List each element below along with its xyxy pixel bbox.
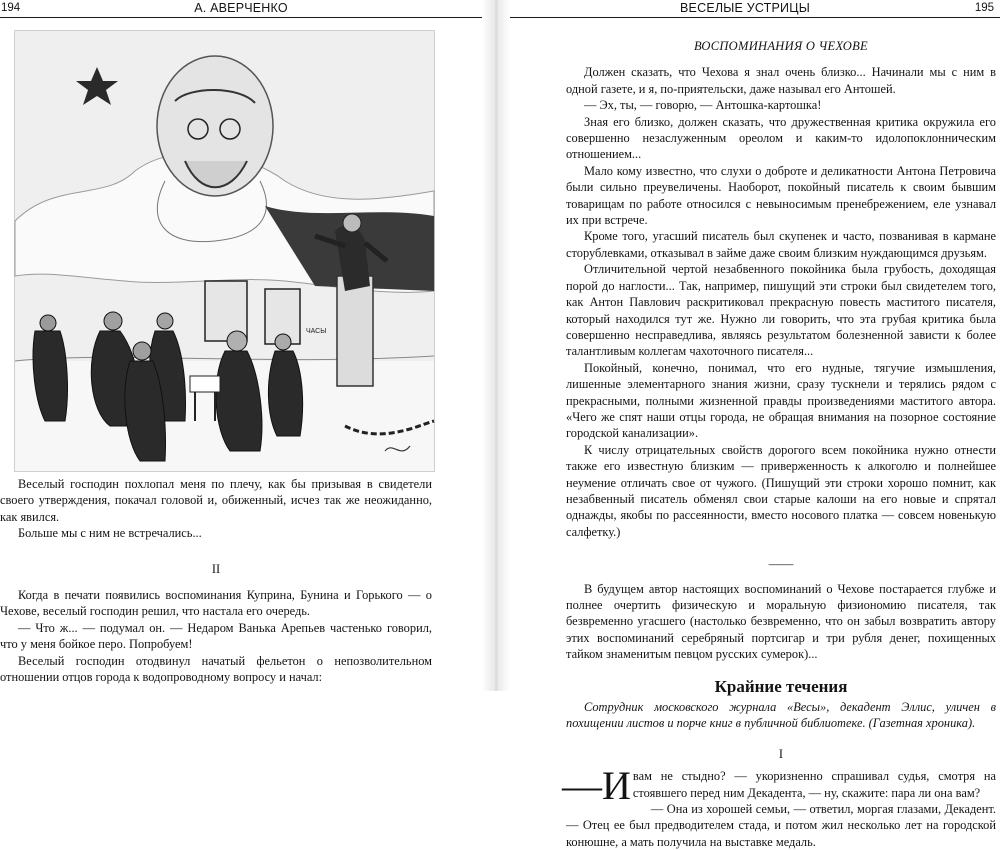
- paragraph: — Она из хорошей семьи, — ответил, моргая глазами, Декадент. — Отец ее был предводителем стада, и потом жил несколько лет на городской конюшне, а мать получила на выставке медаль.: [566, 802, 996, 849]
- closing-paragraph: В будущем автор настоящих воспоминаний о Чехове постарается глубже и полнее очертить физическую и моральную физиономию писателя, так безвременно угасшего (настолько безвременно, что он забыл возвратить автору этих воспоминаний серебряный портсигар и три рубля денег, похищенных тайком знаменитым певцом русских сумерок)...: [566, 581, 996, 662]
- paragraph: Отличительной чертой незабвенного покойника была грубость, доходящая порой до наглости... Так, например, пишущий эти строки был свидетелем того, как Антон Павлович раскритиковал прекрасную повесть маститого писателя, который находился тут же. Нужно ли говорить, что эта грубая критика была совершенно несправедлива, являясь результатом болезненной зависти к более талантливым коллегам чахоточного писателя...: [566, 262, 996, 359]
- paragraph: Зная его близко, должен сказать, что дружественная критика окружила его совершенно незаслуженным ореолом и каким-то идолопоклонническим отношением...: [566, 114, 996, 162]
- paragraph: Веселый господин похлопал меня по плечу, как бы призывая в свидетели своего утверждения, покачал головой и, обиженный, исчез так же неожиданно, как явился.: [0, 477, 432, 524]
- story-opening-paragraph: [562, 763, 996, 809]
- paragraph: — Что ж... — подумал он. — Недаром Ванька Арепьев частенько говорил, что у меня бойкое перо. Попробуем!: [0, 620, 432, 652]
- paragraph: Кроме того, угасший писатель был скупенек и часто, позванивая в кармане сторублевками, отказывал в займе даже своим близким нуждающимся друзьям.: [566, 229, 996, 260]
- story-title: Крайние течения: [714, 676, 848, 696]
- caricature-illustration: [14, 30, 435, 472]
- illustration-sign-text: ЧАСЫ: [306, 328, 327, 335]
- left-body-text: [0, 476, 432, 685]
- left-running-head-title: А. АВЕРЧЕНКО: [194, 1, 288, 15]
- paragraph: — Эх, ты, — говорю, — Антошка-картошка!: [584, 98, 822, 113]
- left-running-header: [0, 0, 482, 18]
- right-running-head-title: ВЕСЕЛЫЕ УСТРИЦЫ: [680, 1, 810, 15]
- opening-line-text: вам не стыдно? — укоризненно спрашивал судья, смотря на стоявшего перед ним Декадента, — ну, скажите: пара ли она вам?: [632, 769, 996, 800]
- book-gutter: [482, 0, 510, 691]
- drop-cap-dash: —: [562, 763, 602, 809]
- chapter-numeral: II: [211, 561, 221, 576]
- paragraph: Должен сказать, что Чехова я знал очень близко... Начинали мы с ним в одной газете, и я, по-приятельски, даже называл его Антошей.: [566, 65, 996, 96]
- paragraph: Больше мы с ним не встречались...: [18, 526, 202, 541]
- section-separator: ——: [768, 557, 794, 572]
- right-page-number: 195: [974, 2, 994, 14]
- paragraph: Покойный, конечно, понимал, что его нудные, тягучие измышления, лишенные элементарного знания жизни, сразу тускнели и терялись рядом с прекрасными, полными жизненной правды произведениями маститого автора. «Чего же спят наши отцы города, не обращая внимания на позорное состояние городской канализации».: [566, 360, 996, 441]
- drop-cap: [562, 763, 631, 809]
- right-page: [510, 0, 1000, 849]
- paragraph: Веселый господин отодвинул начатый фельетон о непозволительном отношении отцов города к водопроводному вопросу и начал:: [0, 653, 432, 685]
- story-chapter-numeral: I: [778, 746, 784, 761]
- paragraph: К числу отрицательных свойств дорогого всем покойника нужно отнести также его известную близким — приверженность к алкоголю и полнейшее неумение отличать свое от чужого. (Пишущий эти строки хорошо помнит, как незабвенный писатель обменял свои старые калоши на его новые и спрятал однажды, якобы по рассеянности, вместо носового платка — совсем новенькую салфетку.): [566, 442, 996, 539]
- right-body-text: [562, 38, 996, 850]
- left-page-number: 194: [1, 2, 21, 14]
- epigraph: Сотрудник московского журнала «Весы», декадент Эллис, уличен в похищении листов и порче книг в публичной библиотеке. (Газетная хроника).: [566, 700, 996, 731]
- drop-cap-letter: И: [602, 763, 631, 809]
- paragraph: Когда в печати появились воспоминания Куприна, Бунина и Горького — о Чехове, веселый господин решил, что настала его очередь.: [0, 588, 432, 619]
- section-title: ВОСПОМИНАНИЯ О ЧЕХОВЕ: [694, 39, 868, 53]
- left-page: [0, 0, 482, 691]
- paragraph: Мало кому известно, что слухи о доброте и деликатности Антона Петровича были сильно преувеличены. Наоборот, покойный писатель к своим бывшим товарищам по работе относился с невыносимым пренебрежением, еле узнавал их при встрече.: [566, 163, 996, 228]
- right-running-header: [510, 0, 1000, 18]
